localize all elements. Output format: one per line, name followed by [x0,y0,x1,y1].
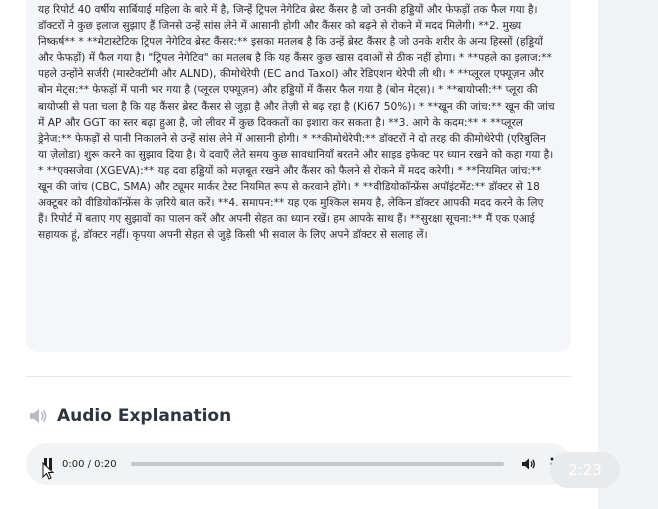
elapsed-time-text: 2:23 [568,461,602,479]
speaker-icon [28,407,48,425]
elapsed-time-badge [550,452,620,488]
audio-section-title: Audio Explanation [57,406,232,426]
volume-icon [522,458,536,470]
report-card [26,0,571,352]
audio-time-display: 0:00 / 0:20 [62,458,117,470]
volume-button[interactable] [521,456,537,472]
report-body-text: यह रिपोर्ट 40 वर्षीय सार्बियाई महिला के बारे में है, जिन्हें ट्रिपल नेगेटिव ब्रेस्ट कैंसर है जो उनकी हड्डियों और फेफड़ों तक फैल गया है। डॉक्टरों ने कुछ इलाज सुझाए हैं जिनसे उन्हें सांस लेने में आसानी होगी और कैंसर को बढ़ने से रोकने में मदद मिलेगी। **2. मुख्य निष्कर्ष** * **मेटास्टेटिक ट्रिपल नेगेटिव ब्रेस्ट कैंसर:** इसका मतलब है कि उन्हें ब्रेस्ट कैंसर है जो उनके शरीर के अन्य हिस्सों (हड्डियों और फेफड़ों) में फैल गया है। "ट्रिपल नेगेटिव" का मतलब है कि यह कैंसर कुछ खास दवाओं से ठीक नहीं होगा। * **पहले का इलाज:** पहले उन्होंने सर्जरी (मास्टेक्टॉमी और ALND), कीमोथेरेपी (EC and Taxol) और रेडिएशन थेरेपी ली थी। * **प्लूरल एफ्यूज़न और बोन मेट्स:** फेफड़ों में पानी भर गया है (प्लूरल एफ्यूज़न) और हड्डियों में कैंसर फैल गया है (बोन मेट्स)। * **बायोप्सी:** प्लूरा की बायोप्सी से पता चला है कि यह कैंसर ब्रेस्ट कैंसर से जुड़ा है और तेज़ी से बढ़ रहा है (Ki67 50%)। * **खून की जांच:** खून की जांच में AP और GGT का स्तर बढ़ा हुआ है, जो लीवर में कुछ दिक्कतों का इशारा कर सकता है। **3. आगे के कदम:** * **प्लूरल ड्रेनेज:** फेफड़ों से पानी निकालने से उन्हें सांस लेने में आसानी होगी। * **कीमोथेरेपी:** डॉक्टरों ने दो तरह की कीमोथेरेपी (एरिबुलिन या ज़ेलोडा) शुरू करने का सुझाव दिया है। ये दवाएँ लेते समय कुछ सावधानियाँ बरतने और साइड इफेक्ट पर ध्यान रखने को कहा गया है। * **एक्सजेवा (XGEVA):** यह दवा हड्डियों को मज़बूत रखने और कैंसर को फैलने से रोकने में मदद करेगी। * **नियमित जांच:** खून की जांच (CBC, SMA) और ट्यूमर मार्कर टेस्ट नियमित रूप से करवाने होंगे। * **वीडियोकॉन्फ्रेंस अपॉइंटमेंट:** डॉक्टर से 18 अक्टूबर को वीडियोकॉन्फ्रेंस के ज़रिये बात करें। **4. समापन:** यह एक मुश्किल समय है, लेकिन डॉक्टर आपकी मदद करने के लिए हैं। रिपोर्ट में बताए गए सुझावों का पालन करें और अपनी सेहत का ध्यान रखें। हम आपके साथ हैं। **सुरक्षा सूचना:** मैं एक एआई सहायक हूं, डॉक्टर नहीं। कृपया अपनी सेहत से जुड़े किसी भी सवाल के लिए अपने डॉक्टर से सलाह लें। [38,4,555,242]
right-side-panel [598,0,658,509]
audio-section-header [28,403,231,429]
section-divider [26,376,571,377]
audio-player[interactable] [26,443,571,485]
audio-progress-slider[interactable] [131,462,504,466]
mouse-cursor-icon [41,462,55,480]
